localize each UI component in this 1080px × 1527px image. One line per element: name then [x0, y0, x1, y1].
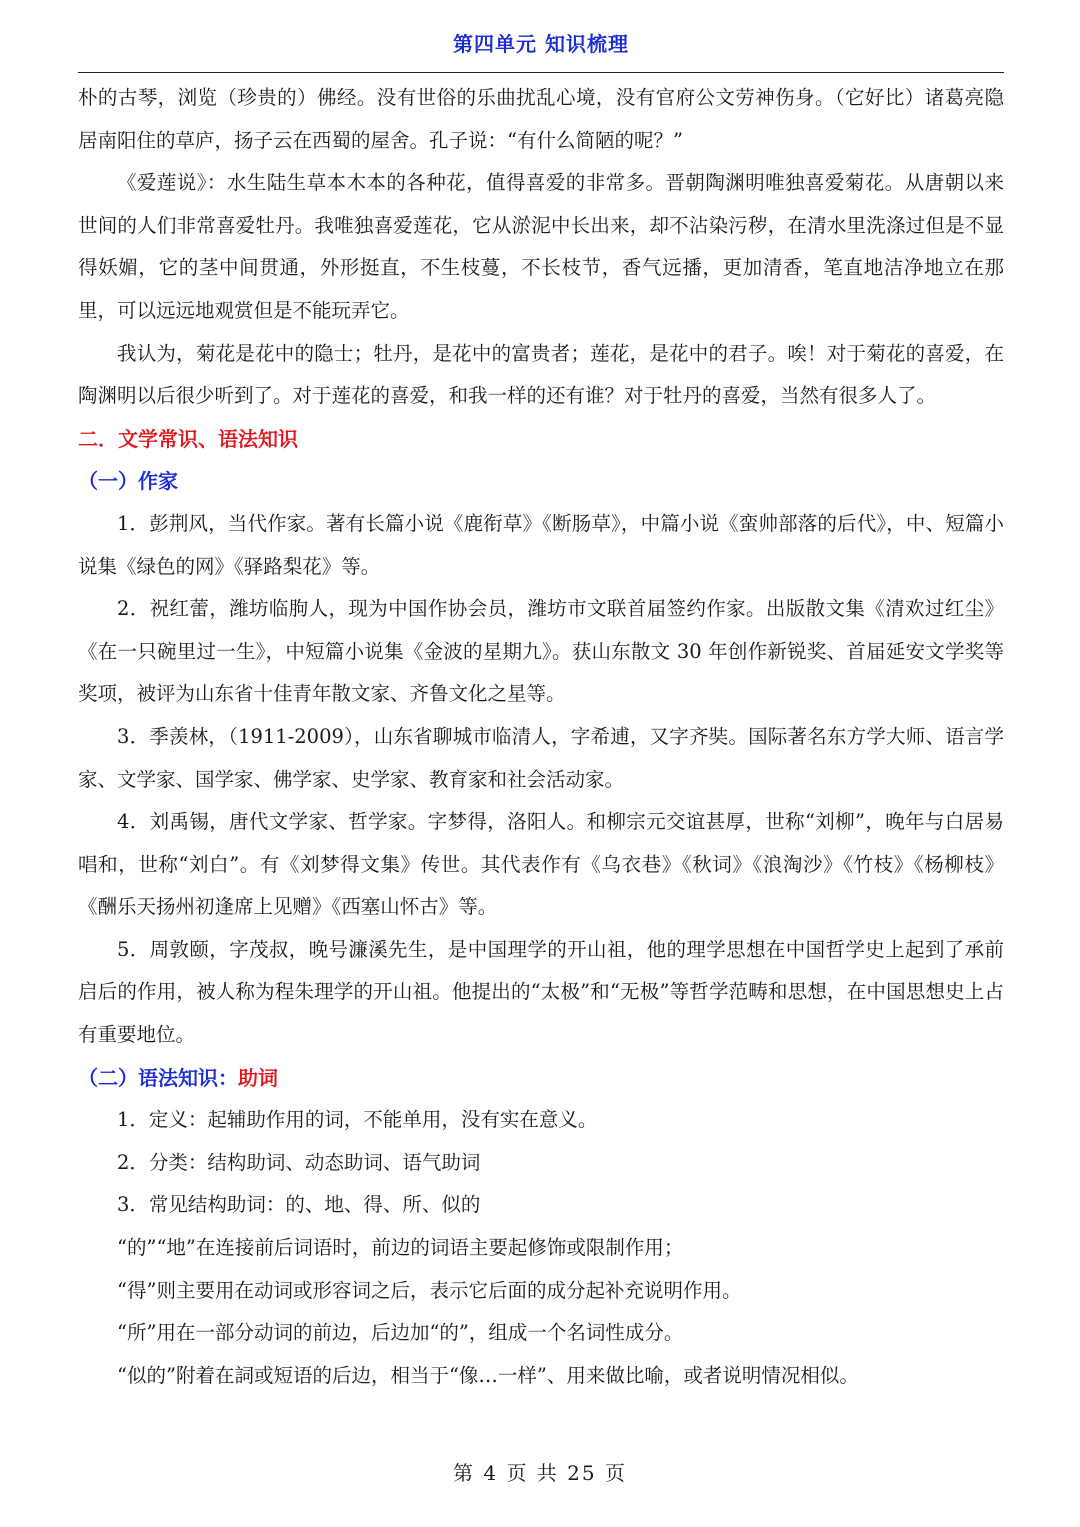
grammar-note-suo: “所”用在一部分动词的前边，后边加“的”，组成一个名词性成分。 [117, 1321, 684, 1345]
grammar-heading-prefix: （二）语法知识： [78, 1065, 238, 1090]
author-item-liu-yuxi: 4．刘禹锡，唐代文学家、哲学家。字梦得，洛阳人。和柳宗元交谊甚厚，世称“刘柳”，晚年与白居易唱和，世称“刘白”。有《刘梦得文集》传世。其代表作有《乌衣巷》《秋词》《浪淘沙》《竹枝》《杨柳枝》《酬乐天扬州初逢席上见赠》《西塞山怀古》等。 [78, 810, 1004, 919]
grammar-item-classification: 2．分类：结构助词、动态助词、语气助词 [117, 1150, 481, 1174]
header-divider [78, 72, 1004, 73]
author-item-ji-xianlin: 3．季羡林，（1911-2009），山东省聊城市临清人，字希逋，又字齐奘。国际著名东方学大师、语言学家、文学家、国学家、佛学家、史学家、教育家和社会活动家。 [78, 724, 1004, 791]
grammar-item-structural-particles: 3．常见结构助词：的、地、得、所、似的 [117, 1193, 481, 1217]
grammar-heading-highlight: 助词 [238, 1065, 278, 1090]
subsection-heading-authors: （一）作家 [78, 469, 178, 494]
author-item-zhou-dunyi: 5．周敦颐，字茂叔，晚号濂溪先生，是中国理学的开山祖，他的理学思想在中国哲学史上起到了承前启后的作用，被人称为程朱理学的开山祖。他提出的“太极”和“无极”等哲学范畴和思想，在中国思想史上占有重要地位。 [78, 937, 1004, 1047]
page-header-title: 第四单元 知识梳理 [453, 32, 629, 56]
paragraph-ailian-translation-1: 《爱莲说》：水生陆生草本木本的各种花，值得喜爱的非常多。晋朝陶渊明唯独喜爱菊花。从唐朝以来世间的人们非常喜爱牡丹。我唯独喜爱莲花，它从淤泥中长出来，却不沾染污秽，在清水里洗涤过但是不显得妖媚，它的茎中间贯通，外形挺直，不生枝蔓，不长枝节，香气远播，更加清香，笔直地洁净地立在那里，可以远远地观赏但是不能玩弄它。 [78, 171, 1004, 322]
section-heading-literature-grammar: 二．文学常识、语法知识 [78, 426, 298, 451]
grammar-note-shide: “似的”附着在詞或短语的后边，相当于“像…一样”、用来做比喻，或者说明情况相似。 [117, 1363, 859, 1387]
author-item-peng-jingfeng: 1．彭荆风，当代作家。著有长篇小说《鹿衔草》《断肠草》，中篇小说《蛮帅部落的后代》，中、短篇小说集《绿色的网》《驿路梨花》等。 [78, 511, 1004, 578]
grammar-item-definition: 1．定义：起辅助作用的词，不能单用，没有实在意义。 [117, 1108, 598, 1132]
paragraph-loushi-end: 朴的古琴，浏览（珍贵的）佛经。没有世俗的乐曲扰乱心境，没有官府公文劳神伤身。（它好比）诸葛亮隐居南阳住的草庐，扬子云在西蜀的屋舍。孔子说：“有什么简陋的呢？” [78, 86, 1004, 152]
grammar-note-de-di: “的”“地”在连接前后词语时，前边的词语主要起修饰或限制作用； [117, 1236, 684, 1260]
paragraph-ailian-translation-2: 我认为，菊花是花中的隐士；牡丹，是花中的富贵者；莲花，是花中的君子。唉！对于菊花的喜爱，在陶渊明以后很少听到了。对于莲花的喜爱，和我一样的还有谁？对于牡丹的喜爱，当然有很多人了。 [78, 341, 1004, 408]
author-item-zhu-honglei: 2．祝红蕾，潍坊临朐人，现为中国作协会员，潍坊市文联首届签约作家。出版散文集《清欢过红尘》《在一只碗里过一生》，中短篇小说集《金波的星期九》。获山东散文 30 年创作新锐奖、首届延安文学奖等奖项，被评为山东省十佳青年散文家、齐鲁文化之星等。 [78, 597, 1004, 706]
page-content [78, 77, 1004, 1397]
subsection-heading-grammar [78, 1057, 1004, 1100]
grammar-note-de-complement: “得”则主要用在动词或形容词之后，表示它后面的成分起补充说明作用。 [117, 1278, 742, 1302]
page-number-footer: 第 4 页 共 25 页 [453, 1461, 627, 1485]
